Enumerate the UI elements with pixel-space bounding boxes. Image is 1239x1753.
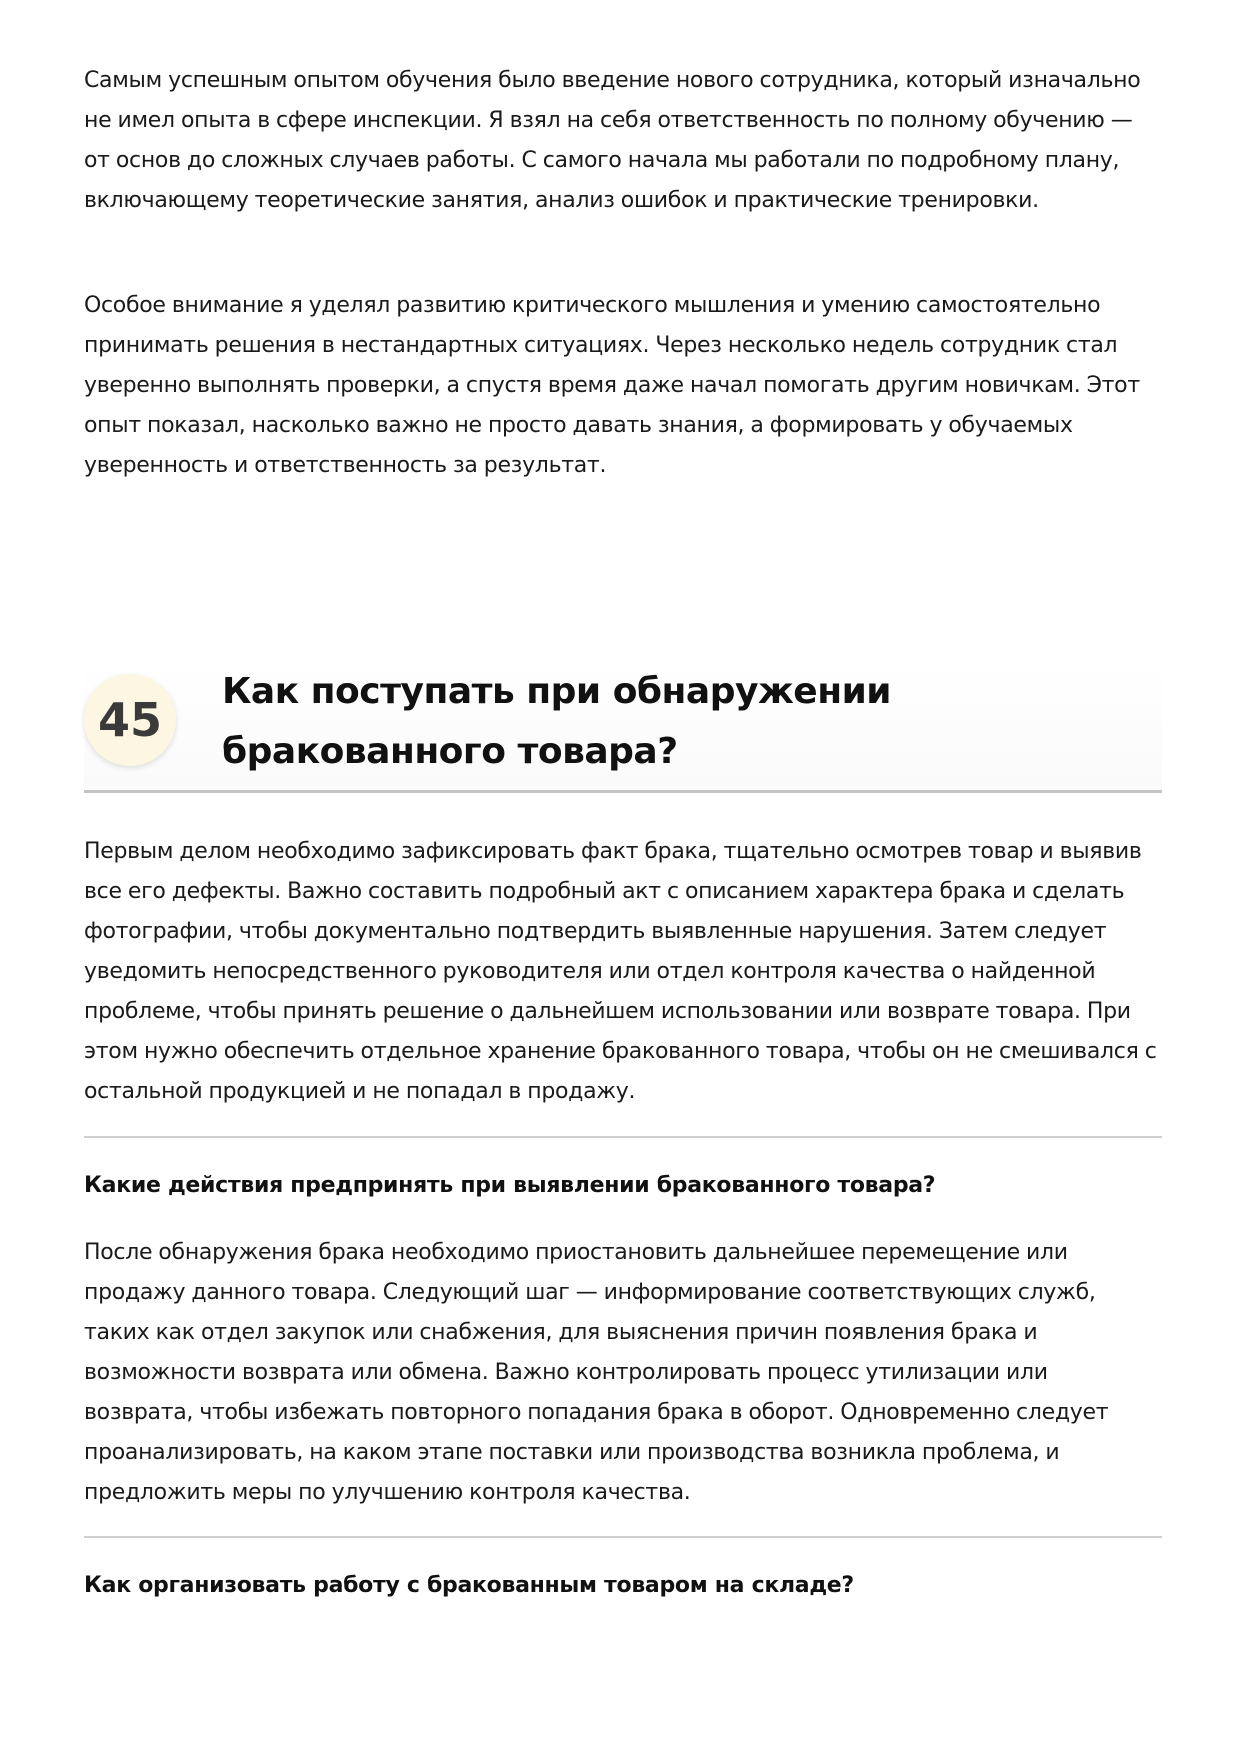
section-divider [84,1136,1162,1138]
section-divider [84,1536,1162,1538]
intro-paragraph-2: Особое внимание я уделял развитию критического мышления и умению самостоятельно принимать решения в нестандартных ситуациях. Через несколько недель сотрудник стал уверенно выполнять проверки, а спустя время даже начал помогать другим новичкам. Этот опыт показал, насколько важно не просто давать знания, а формировать у обучаемых уверенность и ответственность за результат. [84,293,1140,478]
question-title: Как поступать при обнаружении бракованного товара? [222,671,892,772]
question-header-rule [84,790,1162,793]
follow-up-question-1: Какие действия предпринять при выявлении бракованного товара? [84,1173,936,1198]
question-number-badge: 45 [84,674,176,766]
follow-up-question-2: Как организовать работу с бракованным товаром на складе? [84,1573,854,1598]
follow-up-answer-1: После обнаружения брака необходимо приостановить дальнейшее перемещение или продажу данного товара. Следующий шаг — информирование соответствующих служб, таких как отдел закупок или снабжения, для выяснения причин появления брака и возможности возврата или обмена. Важно контролировать процесс утилизации или возврата, чтобы избежать повторного попадания брака в оборот. Одновременно следует проанализировать, на каком этапе поставки или производства возникла проблема, и предложить меры по улучшению контроля качества. [84,1240,1109,1505]
question-answer: Первым делом необходимо зафиксировать факт брака, тщательно осмотрев товар и выявив все его дефекты. Важно составить подробный акт с описанием характера брака и сделать фотографии, чтобы документально подтвердить выявленные нарушения. Затем следует уведомить непосредственного руководителя или отдел контроля качества о найденной проблеме, чтобы принять решение о дальнейшем использовании или возврате товара. При этом нужно обеспечить отдельное хранение бракованного товара, чтобы он не смешивался с остальной продукцией и не попадал в продажу. [84,839,1157,1104]
question-header [84,662,1162,792]
intro-paragraph-1: Самым успешным опытом обучения было введение нового сотрудника, который изначально не имел опыта в сфере инспекции. Я взял на себя ответственность по полному обучению — от основ до сложных случаев работы. С самого начала мы работали по подробному плану, включающему теоретические занятия, анализ ошибок и практические тренировки. [84,68,1141,213]
